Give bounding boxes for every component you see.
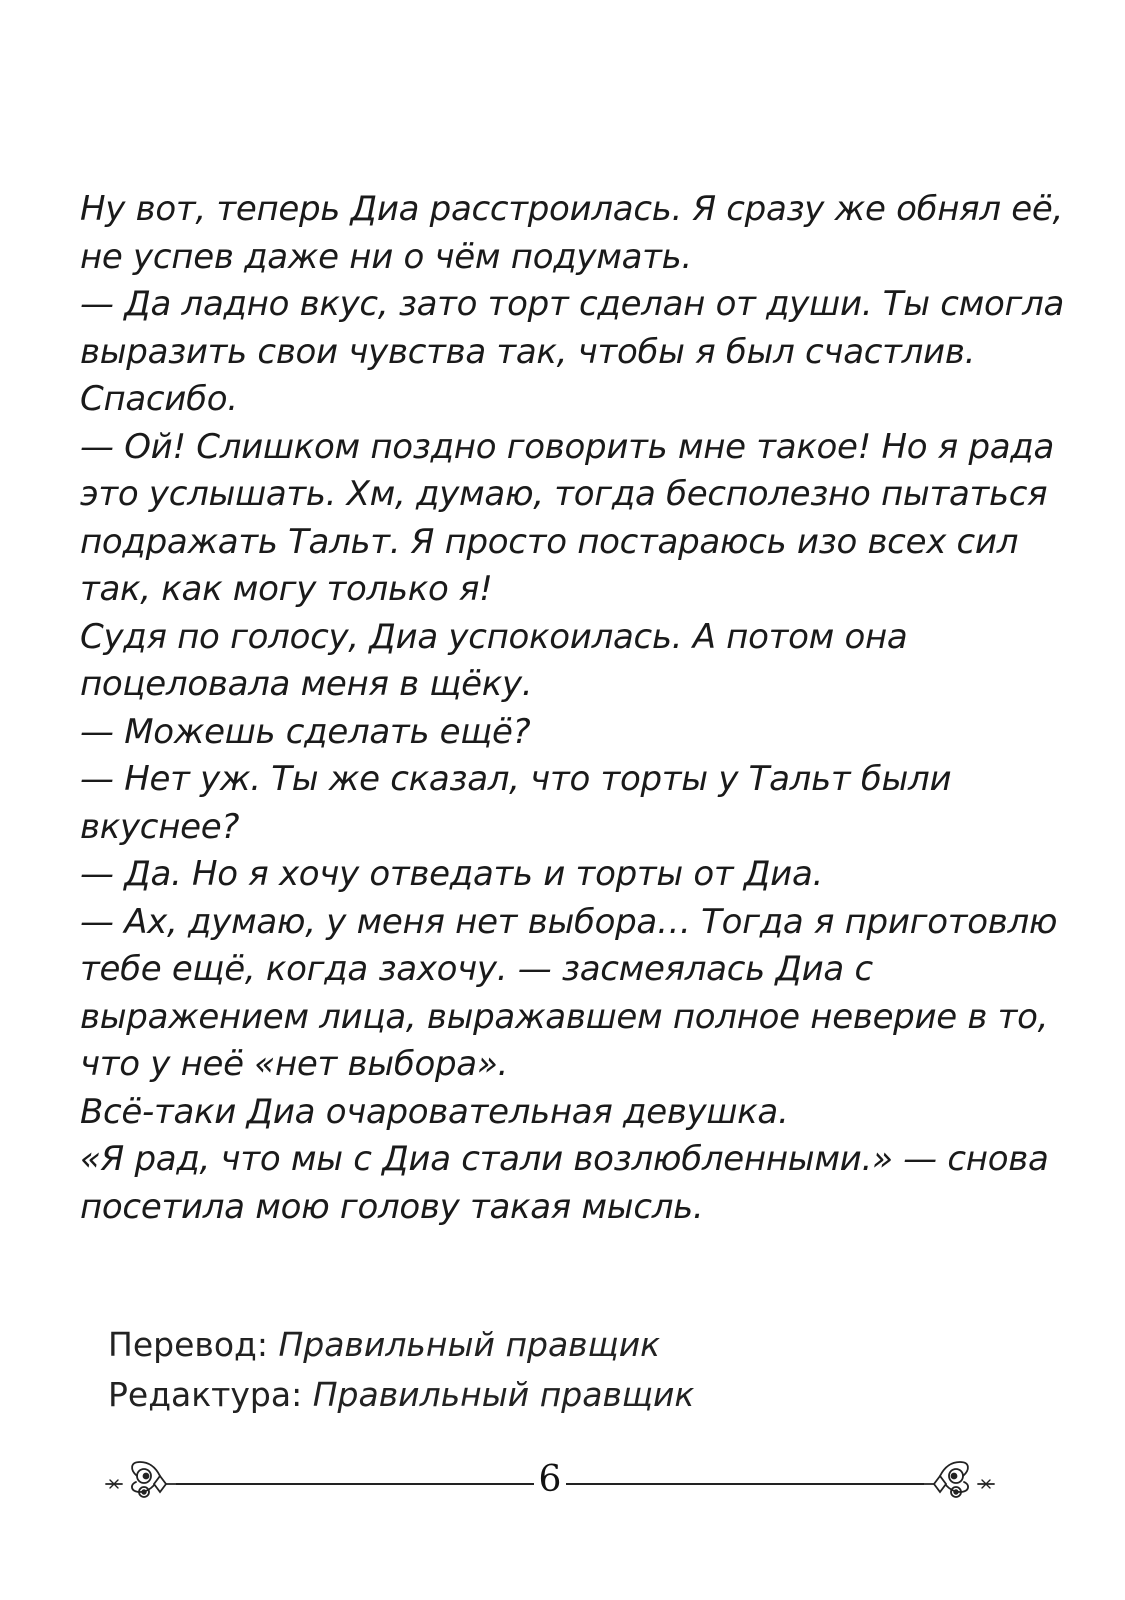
- text-line: Спасибо.: [80, 379, 238, 419]
- text-line: — Да ладно вкус, зато торт сделан от души. Ты смогла: [80, 284, 1065, 324]
- editor-name: Правильный правщик: [312, 1375, 695, 1414]
- text-line: — Ах, думаю, у меня нет выбора… Тогда я приготовлю: [80, 901, 1058, 942]
- translation-credit: [108, 1320, 694, 1370]
- text-line: — Нет уж. Ты же сказал, что торты у Тальт были: [80, 759, 952, 799]
- text-line: посетила мою голову такая мысль.: [80, 1186, 704, 1227]
- text-line: подражать Тальт. Я просто постараюсь изо всех сил: [80, 521, 1019, 562]
- text-line: поцеловала меня в щёку.: [80, 664, 533, 704]
- text-line: — Да. Но я хочу отведать и торты от Диа.: [80, 854, 824, 894]
- page-footer: [100, 1450, 1000, 1510]
- editing-label: Редактура:: [108, 1375, 303, 1414]
- text-line: выразить свои чувства так, чтобы я был счастлив.: [80, 331, 976, 372]
- text-line: Всё-таки Диа очаровательная девушка.: [80, 1091, 789, 1132]
- text-line: выражением лица, выражавшем полное неверие в то,: [80, 996, 1049, 1037]
- text-line: это услышать. Хм, думаю, тогда бесполезно пытаться: [80, 474, 1048, 514]
- credits: [108, 1320, 694, 1420]
- page-number: 6: [538, 1459, 562, 1500]
- text-line: не успев даже ни о чём подумать.: [80, 236, 692, 277]
- text-line: вкуснее?: [80, 806, 240, 847]
- text-line: Ну вот, теперь Диа расстроилась. Я сразу же обнял её,: [80, 189, 1064, 229]
- body-text: [80, 186, 1065, 1231]
- text-line: — Ой! Слишком поздно говорить мне такое! Но я рада: [80, 426, 1055, 467]
- text-line: Судя по голосу, Диа успокоилась. А потом она: [80, 616, 908, 657]
- translation-label: Перевод:: [108, 1325, 268, 1364]
- translator-name: Правильный правщик: [278, 1325, 661, 1364]
- text-line: — Можешь сделать ещё?: [80, 711, 531, 752]
- text-line: что у неё «нет выбора».: [80, 1044, 509, 1084]
- text-line: «Я рад, что мы с Диа стали возлюбленными.» — снова: [80, 1139, 1049, 1179]
- editing-credit: [108, 1370, 694, 1420]
- text-line: так, как могу только я!: [80, 569, 493, 609]
- text-line: тебе ещё, когда захочу. — засмеялась Диа с: [80, 949, 873, 989]
